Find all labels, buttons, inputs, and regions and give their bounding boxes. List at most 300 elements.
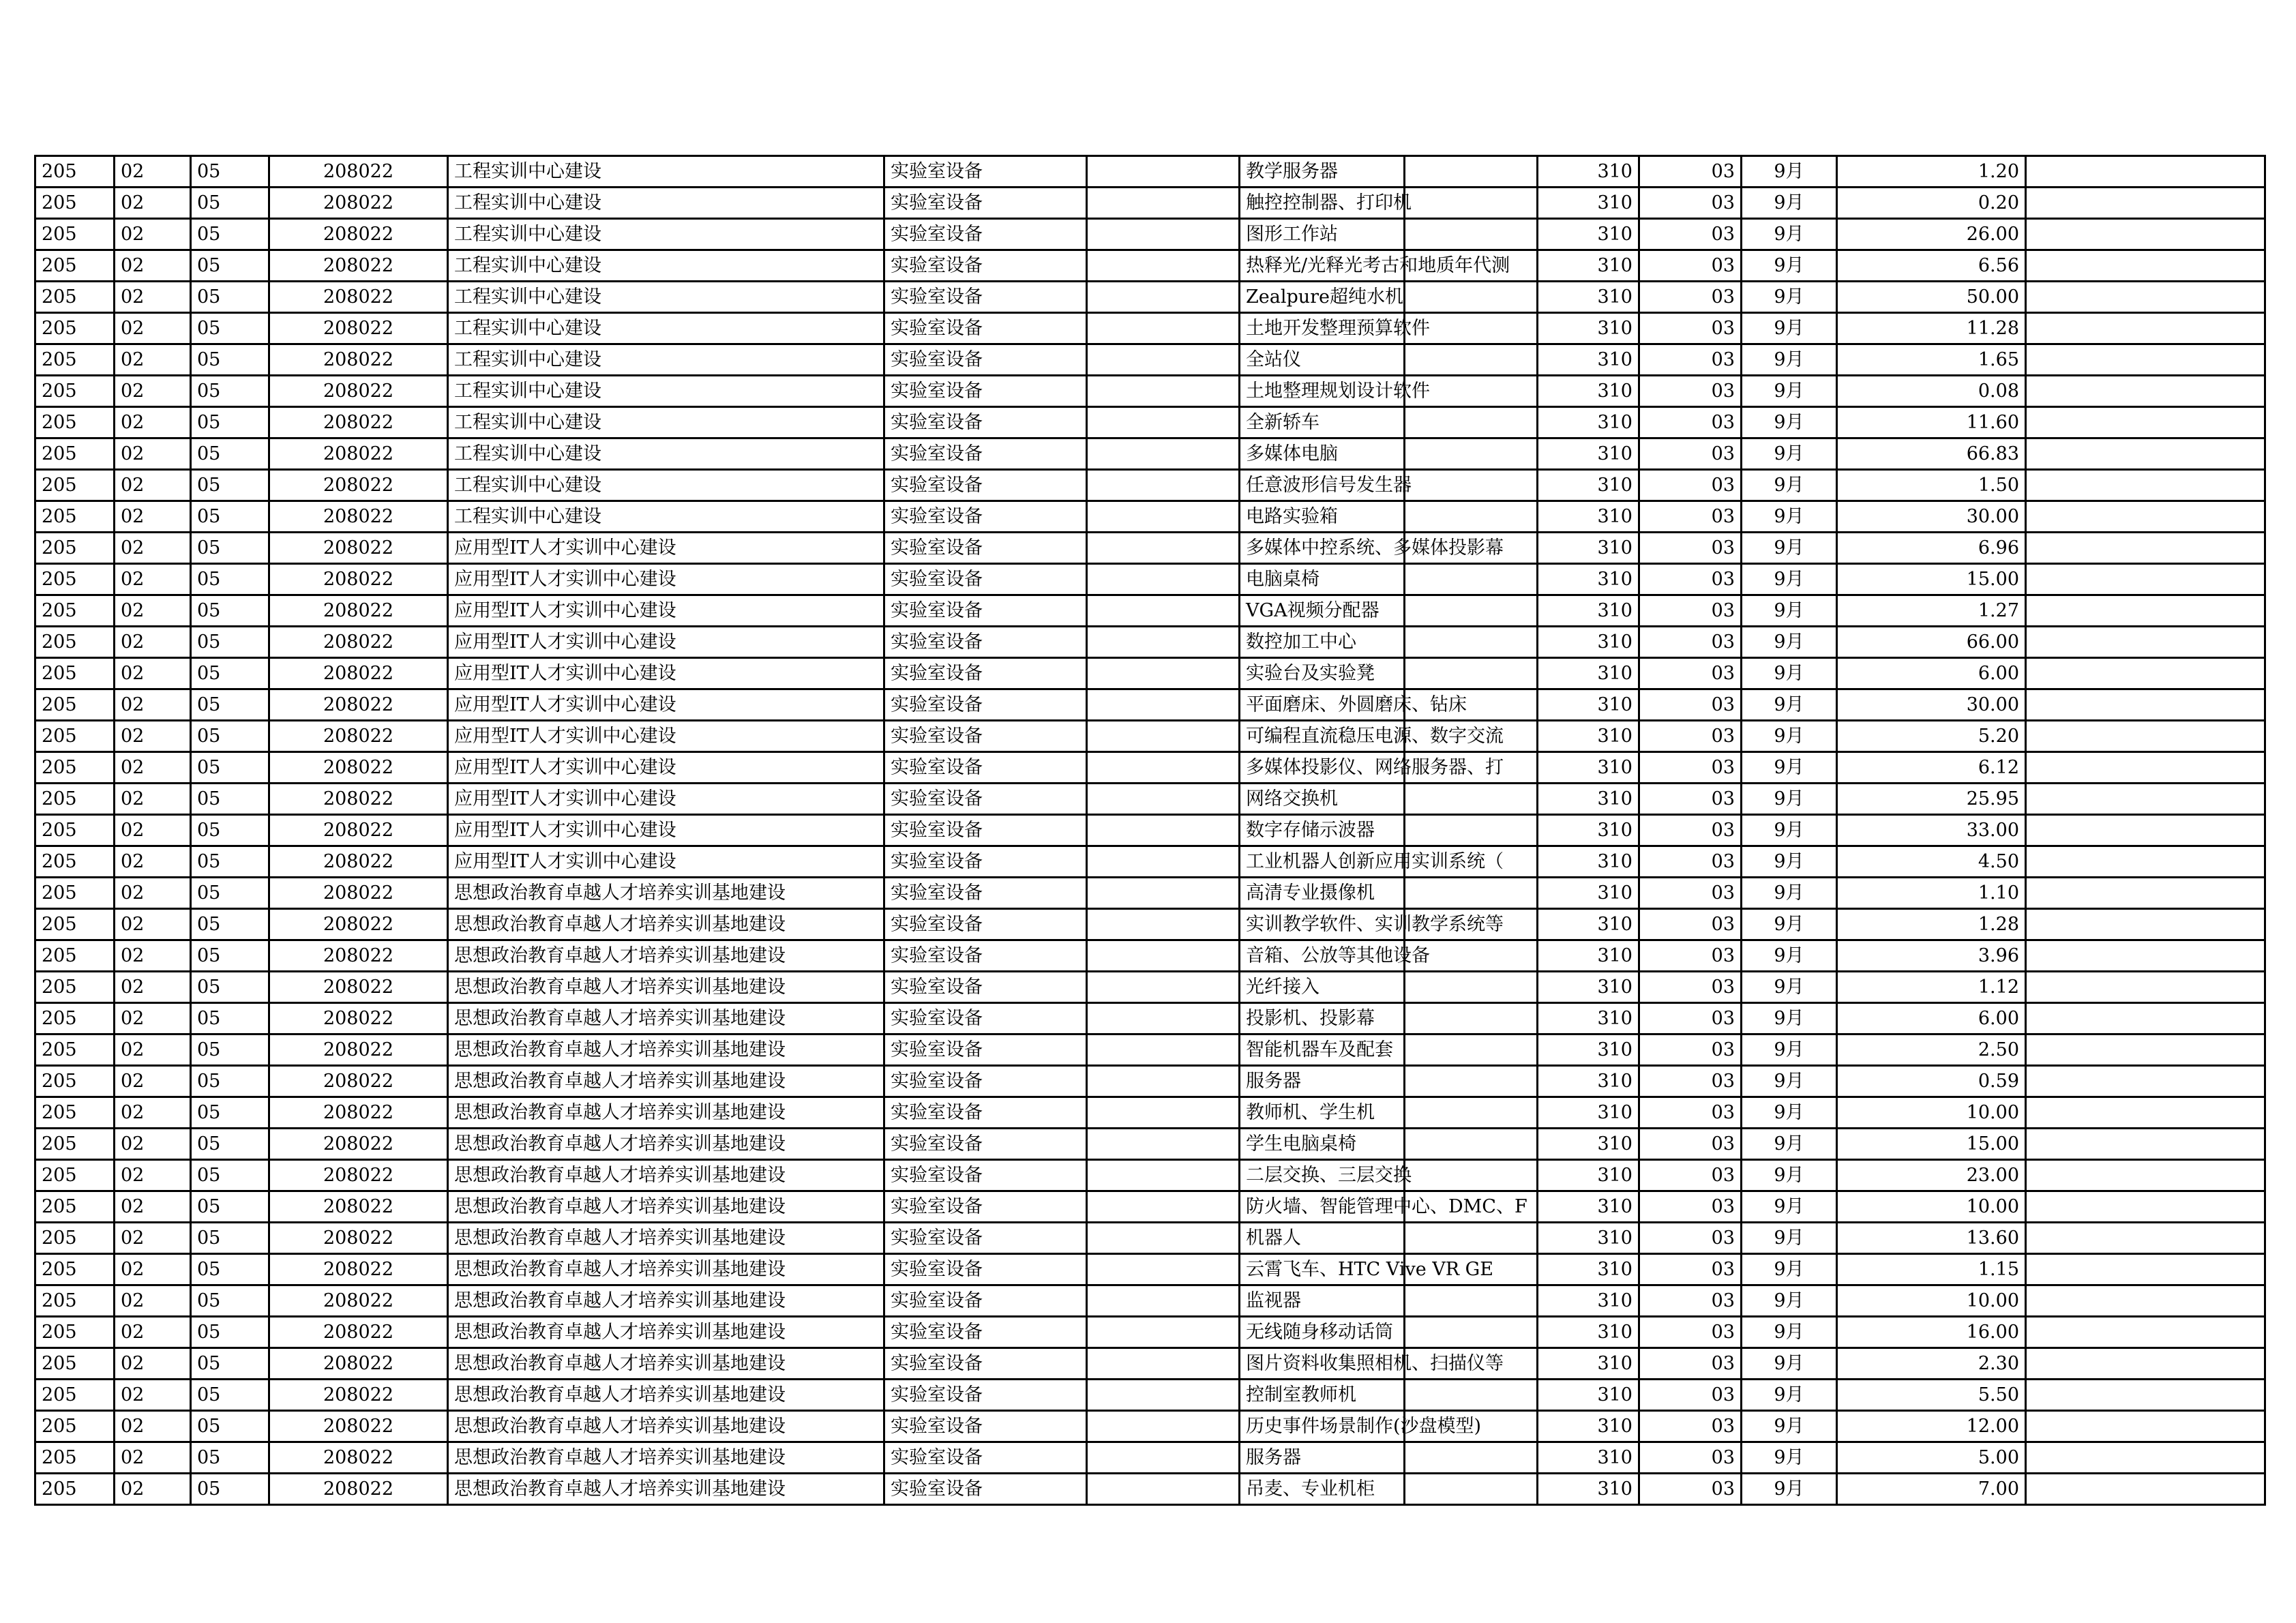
item-code-cell: 05 <box>191 250 269 282</box>
econ-sub-code-cell: 03 <box>1639 815 1742 846</box>
expense-type-cell: 实验室设备 <box>884 1285 1087 1317</box>
project-name-cell: 应用型IT人才实训中心建设 <box>448 533 884 564</box>
equipment-name-cell: 无线随身移动话筒 <box>1240 1317 1405 1348</box>
econ-code-cell: 310 <box>1538 501 1639 533</box>
project-name-cell: 工程实训中心建设 <box>448 282 884 313</box>
remark-cell <box>2026 940 2265 972</box>
project-name-cell: 工程实训中心建设 <box>448 156 884 188</box>
category-code-cell: 02 <box>115 250 191 282</box>
class-code-cell: 205 <box>35 878 115 909</box>
category-code-cell: 02 <box>115 658 191 689</box>
project-name-cell: 思想政治教育卓越人才培养实训基地建设 <box>448 1285 884 1317</box>
blank-col-cell <box>1087 188 1240 219</box>
class-code-cell: 205 <box>35 1034 115 1066</box>
item-code-cell: 05 <box>191 972 269 1003</box>
month-cell: 9月 <box>1742 282 1837 313</box>
func-code-cell: 208022 <box>269 1223 448 1254</box>
expense-type-cell: 实验室设备 <box>884 1223 1087 1254</box>
blank-col-cell <box>1087 564 1240 595</box>
item-code-cell: 05 <box>191 752 269 784</box>
blank-col-cell <box>1087 438 1240 470</box>
remark-cell <box>2026 501 2265 533</box>
month-cell: 9月 <box>1742 1003 1837 1034</box>
econ-sub-code-cell: 03 <box>1639 470 1742 501</box>
blank-col-cell <box>1087 972 1240 1003</box>
month-cell: 9月 <box>1742 1380 1837 1411</box>
econ-sub-code-cell: 03 <box>1639 438 1742 470</box>
econ-sub-code-cell: 03 <box>1639 627 1742 658</box>
equipment-name-cell: 电路实验箱 <box>1240 501 1405 533</box>
equipment-name-cell: 服务器 <box>1240 1066 1405 1097</box>
amount-cell: 1.50 <box>1837 470 2026 501</box>
category-code-cell: 02 <box>115 313 191 344</box>
remark-cell <box>2026 595 2265 627</box>
blank-col-cell <box>1087 1223 1240 1254</box>
amount-cell: 6.56 <box>1837 250 2026 282</box>
class-code-cell: 205 <box>35 533 115 564</box>
class-code-cell: 205 <box>35 752 115 784</box>
month-cell: 9月 <box>1742 313 1837 344</box>
amount-cell: 10.00 <box>1837 1285 2026 1317</box>
econ-code-cell: 310 <box>1538 909 1639 940</box>
table-row <box>35 470 2265 501</box>
note-col-cell <box>1405 972 1538 1003</box>
item-code-cell: 05 <box>191 219 269 250</box>
project-name-cell: 工程实训中心建设 <box>448 501 884 533</box>
table-row <box>35 1380 2265 1411</box>
blank-col-cell <box>1087 752 1240 784</box>
equipment-name-cell: 音箱、公放等其他设备 <box>1240 940 1405 972</box>
blank-col-cell <box>1087 627 1240 658</box>
category-code-cell: 02 <box>115 219 191 250</box>
project-name-cell: 工程实训中心建设 <box>448 219 884 250</box>
equipment-name-cell: 全新轿车 <box>1240 407 1405 438</box>
blank-col-cell <box>1087 313 1240 344</box>
table-body <box>35 156 2265 1505</box>
amount-cell: 0.20 <box>1837 188 2026 219</box>
blank-col-cell <box>1087 1097 1240 1129</box>
econ-sub-code-cell: 03 <box>1639 344 1742 376</box>
blank-col-cell <box>1087 658 1240 689</box>
table-row <box>35 1348 2265 1380</box>
item-code-cell: 05 <box>191 1066 269 1097</box>
econ-sub-code-cell: 03 <box>1639 188 1742 219</box>
econ-code-cell: 310 <box>1538 1129 1639 1160</box>
item-code-cell: 05 <box>191 1317 269 1348</box>
remark-cell <box>2026 313 2265 344</box>
month-cell: 9月 <box>1742 1066 1837 1097</box>
econ-code-cell: 310 <box>1538 1317 1639 1348</box>
remark-cell <box>2026 156 2265 188</box>
func-code-cell: 208022 <box>269 219 448 250</box>
item-code-cell: 05 <box>191 501 269 533</box>
category-code-cell: 02 <box>115 282 191 313</box>
note-col-cell <box>1405 564 1538 595</box>
amount-cell: 66.83 <box>1837 438 2026 470</box>
note-col-cell <box>1405 1066 1538 1097</box>
func-code-cell: 208022 <box>269 1034 448 1066</box>
expense-type-cell: 实验室设备 <box>884 627 1087 658</box>
amount-cell: 33.00 <box>1837 815 2026 846</box>
econ-sub-code-cell: 03 <box>1639 1097 1742 1129</box>
month-cell: 9月 <box>1742 250 1837 282</box>
table-row <box>35 752 2265 784</box>
func-code-cell: 208022 <box>269 1160 448 1191</box>
blank-col-cell <box>1087 1034 1240 1066</box>
amount-cell: 7.00 <box>1837 1474 2026 1505</box>
project-name-cell: 思想政治教育卓越人才培养实训基地建设 <box>448 1129 884 1160</box>
econ-code-cell: 310 <box>1538 752 1639 784</box>
amount-cell: 4.50 <box>1837 846 2026 878</box>
amount-cell: 5.50 <box>1837 1380 2026 1411</box>
amount-cell: 11.28 <box>1837 313 2026 344</box>
month-cell: 9月 <box>1742 188 1837 219</box>
expense-type-cell: 实验室设备 <box>884 407 1087 438</box>
category-code-cell: 02 <box>115 878 191 909</box>
category-code-cell: 02 <box>115 1003 191 1034</box>
item-code-cell: 05 <box>191 188 269 219</box>
remark-cell <box>2026 1003 2265 1034</box>
expense-type-cell: 实验室设备 <box>884 470 1087 501</box>
class-code-cell: 205 <box>35 1191 115 1223</box>
month-cell: 9月 <box>1742 1317 1837 1348</box>
func-code-cell: 208022 <box>269 752 448 784</box>
month-cell: 9月 <box>1742 156 1837 188</box>
category-code-cell: 02 <box>115 344 191 376</box>
month-cell: 9月 <box>1742 1129 1837 1160</box>
category-code-cell: 02 <box>115 689 191 721</box>
month-cell: 9月 <box>1742 595 1837 627</box>
func-code-cell: 208022 <box>269 1285 448 1317</box>
spreadsheet-page <box>34 155 2264 1506</box>
equipment-name-cell: 图片资料收集照相机、扫描仪等 <box>1240 1348 1405 1380</box>
note-col-cell <box>1405 501 1538 533</box>
func-code-cell: 208022 <box>269 909 448 940</box>
month-cell: 9月 <box>1742 846 1837 878</box>
month-cell: 9月 <box>1742 407 1837 438</box>
category-code-cell: 02 <box>115 1129 191 1160</box>
econ-sub-code-cell: 03 <box>1639 940 1742 972</box>
item-code-cell: 05 <box>191 1223 269 1254</box>
item-code-cell: 05 <box>191 721 269 752</box>
note-col-cell <box>1405 344 1538 376</box>
month-cell: 9月 <box>1742 1160 1837 1191</box>
project-name-cell: 思想政治教育卓越人才培养实训基地建设 <box>448 940 884 972</box>
month-cell: 9月 <box>1742 658 1837 689</box>
func-code-cell: 208022 <box>269 595 448 627</box>
expense-type-cell: 实验室设备 <box>884 815 1087 846</box>
expense-type-cell: 实验室设备 <box>884 1160 1087 1191</box>
remark-cell <box>2026 1223 2265 1254</box>
equipment-name-cell: Zealpure超纯水机 <box>1240 282 1405 313</box>
amount-cell: 50.00 <box>1837 282 2026 313</box>
item-code-cell: 05 <box>191 282 269 313</box>
equipment-name-cell: 图形工作站 <box>1240 219 1405 250</box>
month-cell: 9月 <box>1742 784 1837 815</box>
table-row <box>35 658 2265 689</box>
class-code-cell: 205 <box>35 1380 115 1411</box>
class-code-cell: 205 <box>35 721 115 752</box>
blank-col-cell <box>1087 219 1240 250</box>
note-col-cell <box>1405 1097 1538 1129</box>
category-code-cell: 02 <box>115 533 191 564</box>
note-col-cell <box>1405 219 1538 250</box>
econ-sub-code-cell: 03 <box>1639 909 1742 940</box>
item-code-cell: 05 <box>191 846 269 878</box>
econ-code-cell: 310 <box>1538 1254 1639 1285</box>
note-col-cell <box>1405 1223 1538 1254</box>
func-code-cell: 208022 <box>269 188 448 219</box>
project-name-cell: 应用型IT人才实训中心建设 <box>448 689 884 721</box>
expense-type-cell: 实验室设备 <box>884 878 1087 909</box>
remark-cell <box>2026 1348 2265 1380</box>
econ-sub-code-cell: 03 <box>1639 1066 1742 1097</box>
econ-code-cell: 310 <box>1538 1411 1639 1442</box>
remark-cell <box>2026 438 2265 470</box>
func-code-cell: 208022 <box>269 313 448 344</box>
category-code-cell: 02 <box>115 438 191 470</box>
project-name-cell: 工程实训中心建设 <box>448 470 884 501</box>
project-name-cell: 思想政治教育卓越人才培养实训基地建设 <box>448 1348 884 1380</box>
econ-code-cell: 310 <box>1538 1097 1639 1129</box>
blank-col-cell <box>1087 1129 1240 1160</box>
expense-type-cell: 实验室设备 <box>884 909 1087 940</box>
blank-col-cell <box>1087 344 1240 376</box>
equipment-name-cell: 机器人 <box>1240 1223 1405 1254</box>
econ-sub-code-cell: 03 <box>1639 564 1742 595</box>
equipment-name-cell: 教学服务器 <box>1240 156 1405 188</box>
project-name-cell: 思想政治教育卓越人才培养实训基地建设 <box>448 1160 884 1191</box>
func-code-cell: 208022 <box>269 156 448 188</box>
class-code-cell: 205 <box>35 438 115 470</box>
category-code-cell: 02 <box>115 595 191 627</box>
expense-type-cell: 实验室设备 <box>884 595 1087 627</box>
remark-cell <box>2026 564 2265 595</box>
expense-type-cell: 实验室设备 <box>884 188 1087 219</box>
econ-code-cell: 310 <box>1538 1474 1639 1505</box>
category-code-cell: 02 <box>115 721 191 752</box>
remark-cell <box>2026 689 2265 721</box>
amount-cell: 16.00 <box>1837 1317 2026 1348</box>
note-col-cell <box>1405 188 1538 219</box>
equipment-name-cell: 实训教学软件、实训教学系统等 <box>1240 909 1405 940</box>
table-row <box>35 1474 2265 1505</box>
amount-cell: 23.00 <box>1837 1160 2026 1191</box>
econ-sub-code-cell: 03 <box>1639 1003 1742 1034</box>
remark-cell <box>2026 1380 2265 1411</box>
amount-cell: 13.60 <box>1837 1223 2026 1254</box>
func-code-cell: 208022 <box>269 564 448 595</box>
econ-sub-code-cell: 03 <box>1639 1317 1742 1348</box>
table-row <box>35 1160 2265 1191</box>
func-code-cell: 208022 <box>269 1003 448 1034</box>
econ-code-cell: 310 <box>1538 972 1639 1003</box>
category-code-cell: 02 <box>115 752 191 784</box>
class-code-cell: 205 <box>35 1254 115 1285</box>
note-col-cell <box>1405 595 1538 627</box>
item-code-cell: 05 <box>191 627 269 658</box>
table-row <box>35 846 2265 878</box>
item-code-cell: 05 <box>191 438 269 470</box>
class-code-cell: 205 <box>35 689 115 721</box>
category-code-cell: 02 <box>115 1442 191 1474</box>
month-cell: 9月 <box>1742 1348 1837 1380</box>
expense-type-cell: 实验室设备 <box>884 156 1087 188</box>
month-cell: 9月 <box>1742 752 1837 784</box>
blank-col-cell <box>1087 156 1240 188</box>
remark-cell <box>2026 344 2265 376</box>
blank-col-cell <box>1087 815 1240 846</box>
blank-col-cell <box>1087 282 1240 313</box>
class-code-cell: 205 <box>35 595 115 627</box>
class-code-cell: 205 <box>35 784 115 815</box>
category-code-cell: 02 <box>115 1191 191 1223</box>
amount-cell: 6.96 <box>1837 533 2026 564</box>
remark-cell <box>2026 815 2265 846</box>
func-code-cell: 208022 <box>269 376 448 407</box>
blank-col-cell <box>1087 1285 1240 1317</box>
amount-cell: 5.20 <box>1837 721 2026 752</box>
expense-type-cell: 实验室设备 <box>884 564 1087 595</box>
table-row <box>35 972 2265 1003</box>
month-cell: 9月 <box>1742 1474 1837 1505</box>
item-code-cell: 05 <box>191 909 269 940</box>
econ-code-cell: 310 <box>1538 188 1639 219</box>
table-row <box>35 1003 2265 1034</box>
month-cell: 9月 <box>1742 533 1837 564</box>
category-code-cell: 02 <box>115 1380 191 1411</box>
func-code-cell: 208022 <box>269 1474 448 1505</box>
note-col-cell <box>1405 815 1538 846</box>
table-row <box>35 1034 2265 1066</box>
econ-code-cell: 310 <box>1538 784 1639 815</box>
econ-sub-code-cell: 03 <box>1639 533 1742 564</box>
blank-col-cell <box>1087 250 1240 282</box>
class-code-cell: 205 <box>35 627 115 658</box>
expense-type-cell: 实验室设备 <box>884 1411 1087 1442</box>
class-code-cell: 205 <box>35 972 115 1003</box>
econ-code-cell: 310 <box>1538 689 1639 721</box>
expense-type-cell: 实验室设备 <box>884 721 1087 752</box>
amount-cell: 26.00 <box>1837 219 2026 250</box>
equipment-name-cell: 土地开发整理预算软件 <box>1240 313 1405 344</box>
expense-type-cell: 实验室设备 <box>884 689 1087 721</box>
remark-cell <box>2026 1254 2265 1285</box>
class-code-cell: 205 <box>35 470 115 501</box>
category-code-cell: 02 <box>115 784 191 815</box>
equipment-name-cell: 学生电脑桌椅 <box>1240 1129 1405 1160</box>
project-name-cell: 应用型IT人才实训中心建设 <box>448 627 884 658</box>
econ-code-cell: 310 <box>1538 1442 1639 1474</box>
month-cell: 9月 <box>1742 1191 1837 1223</box>
equipment-name-cell: 高清专业摄像机 <box>1240 878 1405 909</box>
econ-code-cell: 310 <box>1538 1191 1639 1223</box>
note-col-cell <box>1405 1474 1538 1505</box>
func-code-cell: 208022 <box>269 940 448 972</box>
equipment-name-cell: 二层交换、三层交换 <box>1240 1160 1405 1191</box>
remark-cell <box>2026 1317 2265 1348</box>
table-row <box>35 1317 2265 1348</box>
amount-cell: 6.00 <box>1837 1003 2026 1034</box>
expense-type-cell: 实验室设备 <box>884 1034 1087 1066</box>
econ-code-cell: 310 <box>1538 940 1639 972</box>
equipment-name-cell: 数字存储示波器 <box>1240 815 1405 846</box>
expense-type-cell: 实验室设备 <box>884 940 1087 972</box>
equipment-name-cell: 光纤接入 <box>1240 972 1405 1003</box>
econ-sub-code-cell: 03 <box>1639 658 1742 689</box>
category-code-cell: 02 <box>115 376 191 407</box>
month-cell: 9月 <box>1742 972 1837 1003</box>
equipment-name-cell: 投影机、投影幕 <box>1240 1003 1405 1034</box>
econ-sub-code-cell: 03 <box>1639 846 1742 878</box>
equipment-name-cell: 土地整理规划设计软件 <box>1240 376 1405 407</box>
expense-type-cell: 实验室设备 <box>884 282 1087 313</box>
table-row <box>35 784 2265 815</box>
category-code-cell: 02 <box>115 1223 191 1254</box>
equipment-name-cell: 多媒体投影仪、网络服务器、打 <box>1240 752 1405 784</box>
econ-sub-code-cell: 03 <box>1639 972 1742 1003</box>
category-code-cell: 02 <box>115 1285 191 1317</box>
equipment-name-cell: 平面磨床、外圆磨床、钻床 <box>1240 689 1405 721</box>
category-code-cell: 02 <box>115 470 191 501</box>
remark-cell <box>2026 1191 2265 1223</box>
econ-sub-code-cell: 03 <box>1639 1034 1742 1066</box>
econ-code-cell: 310 <box>1538 438 1639 470</box>
expense-type-cell: 实验室设备 <box>884 219 1087 250</box>
class-code-cell: 205 <box>35 940 115 972</box>
item-code-cell: 05 <box>191 1003 269 1034</box>
equipment-name-cell: 多媒体电脑 <box>1240 438 1405 470</box>
amount-cell: 1.15 <box>1837 1254 2026 1285</box>
func-code-cell: 208022 <box>269 878 448 909</box>
note-col-cell <box>1405 658 1538 689</box>
econ-code-cell: 310 <box>1538 1285 1639 1317</box>
expense-type-cell: 实验室设备 <box>884 313 1087 344</box>
blank-col-cell <box>1087 1442 1240 1474</box>
blank-col-cell <box>1087 376 1240 407</box>
blank-col-cell <box>1087 595 1240 627</box>
blank-col-cell <box>1087 940 1240 972</box>
expense-type-cell: 实验室设备 <box>884 1380 1087 1411</box>
item-code-cell: 05 <box>191 313 269 344</box>
class-code-cell: 205 <box>35 250 115 282</box>
project-name-cell: 应用型IT人才实训中心建设 <box>448 784 884 815</box>
table-row <box>35 376 2265 407</box>
table-row <box>35 501 2265 533</box>
note-col-cell <box>1405 627 1538 658</box>
class-code-cell: 205 <box>35 188 115 219</box>
econ-sub-code-cell: 03 <box>1639 1380 1742 1411</box>
note-col-cell <box>1405 1129 1538 1160</box>
expense-type-cell: 实验室设备 <box>884 752 1087 784</box>
item-code-cell: 05 <box>191 658 269 689</box>
func-code-cell: 208022 <box>269 1380 448 1411</box>
category-code-cell: 02 <box>115 815 191 846</box>
econ-sub-code-cell: 03 <box>1639 156 1742 188</box>
item-code-cell: 05 <box>191 376 269 407</box>
func-code-cell: 208022 <box>269 533 448 564</box>
month-cell: 9月 <box>1742 470 1837 501</box>
func-code-cell: 208022 <box>269 1191 448 1223</box>
econ-sub-code-cell: 03 <box>1639 1474 1742 1505</box>
remark-cell <box>2026 282 2265 313</box>
econ-code-cell: 310 <box>1538 376 1639 407</box>
econ-sub-code-cell: 03 <box>1639 1223 1742 1254</box>
category-code-cell: 02 <box>115 407 191 438</box>
item-code-cell: 05 <box>191 1474 269 1505</box>
category-code-cell: 02 <box>115 564 191 595</box>
month-cell: 9月 <box>1742 564 1837 595</box>
